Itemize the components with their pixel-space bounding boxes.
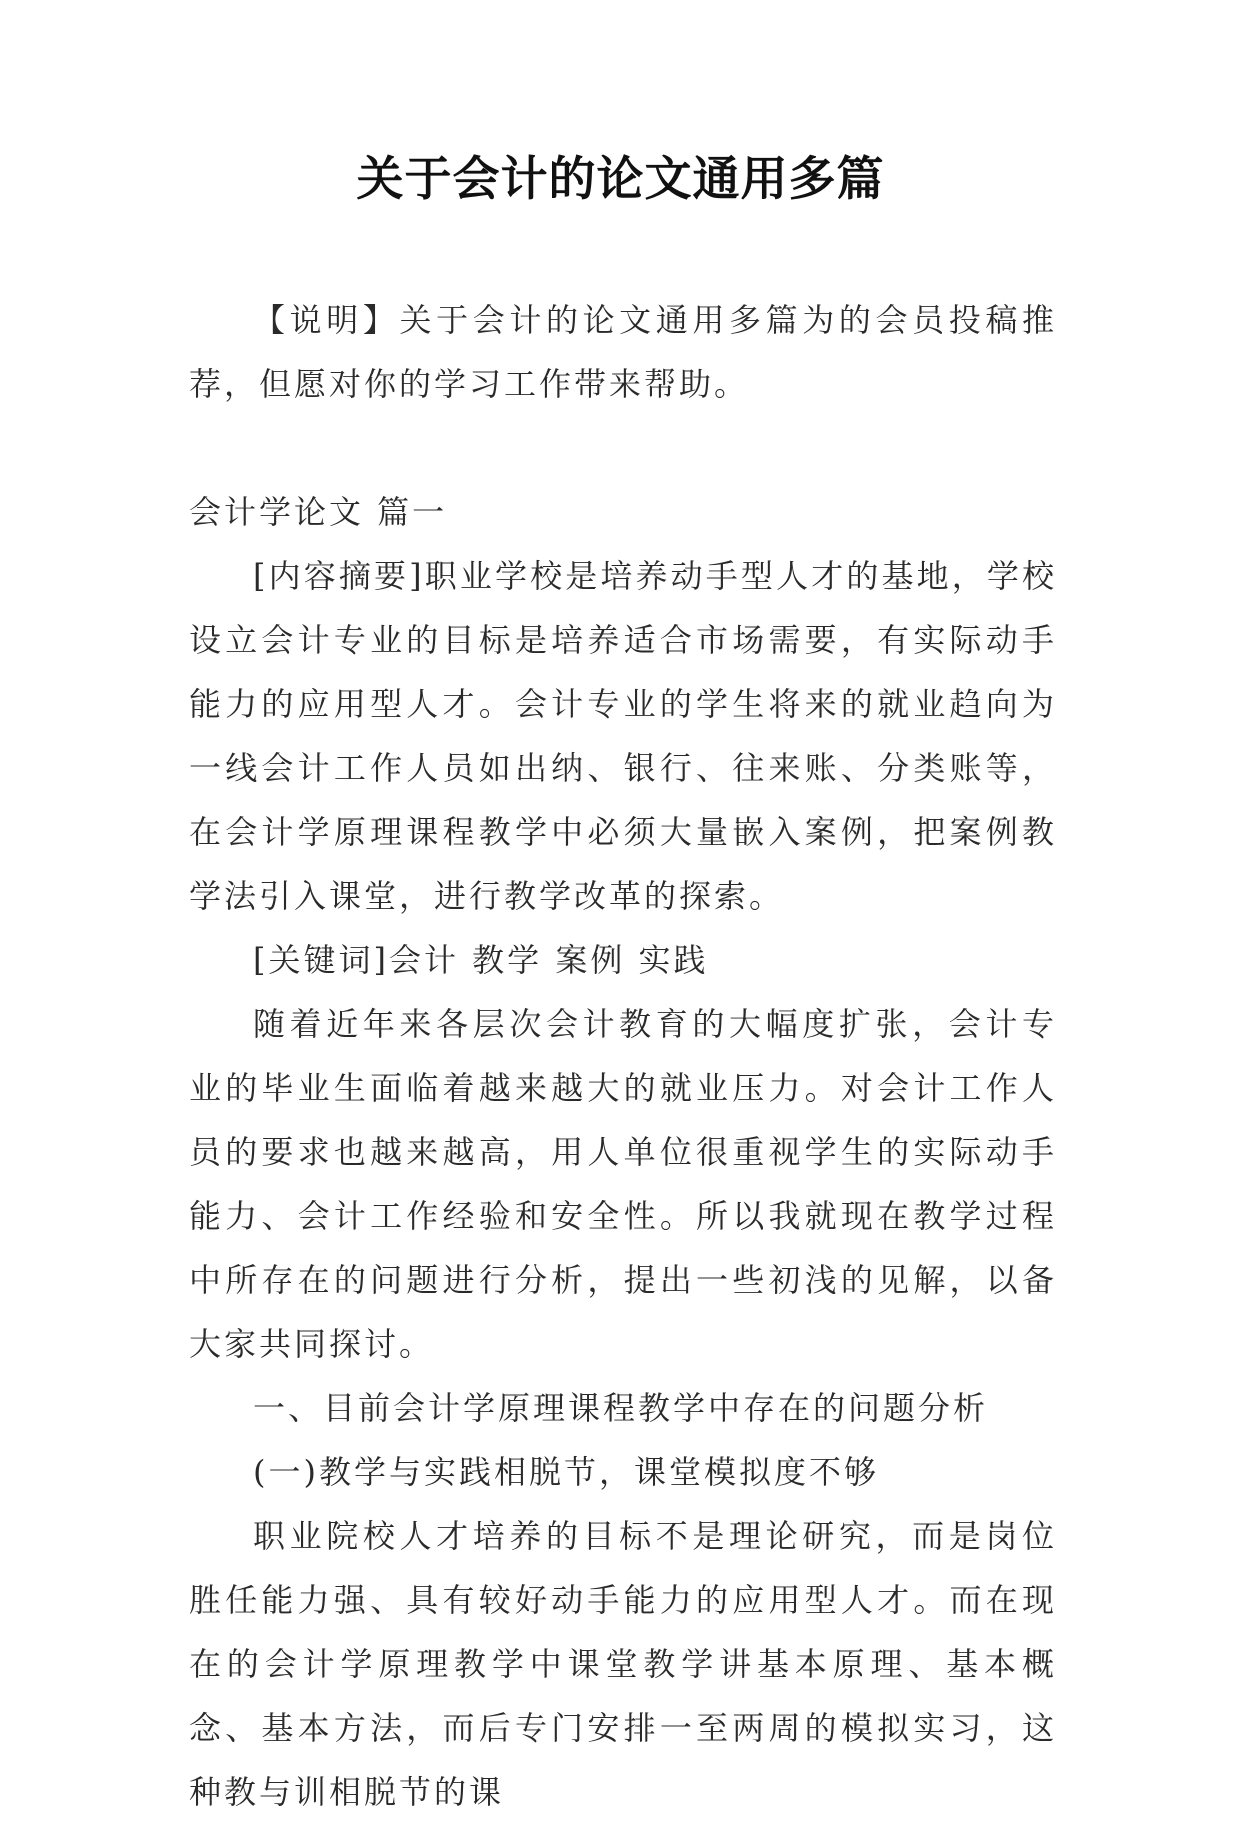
document-title: 关于会计的论文通用多篇 xyxy=(356,152,885,207)
paragraph: 随着近年来各层次会计教育的大幅度扩张，会计专业的毕业生面临着越来越大的就业压力。对会计工作人员的要求也越来越高，用人单位很重视学生的实际动手能力、会计工作经验和安全性。所以我就现在教学过程中所存在的问题进行分析，提出一些初浅的见解，以备大家共同探讨。 xyxy=(189,1005,1057,1363)
paragraph: 一、目前会计学原理课程教学中存在的问题分析 xyxy=(253,1389,989,1427)
paragraph: 职业院校人才培养的目标不是理论研究，而是岗位胜任能力强、具有较好动手能力的应用型人才。而在现在的会计学原理教学中课堂教学讲基本原理、基本概念、基本方法，而后专门安排一至两周的模拟实习，这种教与训相脱节的课 xyxy=(189,1517,1057,1811)
document-body xyxy=(189,288,1057,1824)
paragraph: [关键词]会计 教学 案例 实践 xyxy=(253,941,709,979)
paragraph: (一)教学与实践相脱节，课堂模拟度不够 xyxy=(253,1453,879,1491)
paragraph: 会计学论文 篇一 xyxy=(189,493,448,531)
paragraph: [内容摘要]职业学校是培养动手型人才的基地，学校设立会计专业的目标是培养适合市场需要，有实际动手能力的应用型人才。会计专业的学生将来的就业趋向为一线会计工作人员如出纳、银行、往来账、分类账等，在会计学原理课程教学中必须大量嵌入案例，把案例教学法引入课堂，进行教学改革的探索。 xyxy=(189,557,1057,915)
paragraph-spacer xyxy=(189,416,1057,480)
paragraph: 【说明】关于会计的论文通用多篇为的会员投稿推荐，但愿对你的学习工作带来帮助。 xyxy=(189,301,1057,403)
